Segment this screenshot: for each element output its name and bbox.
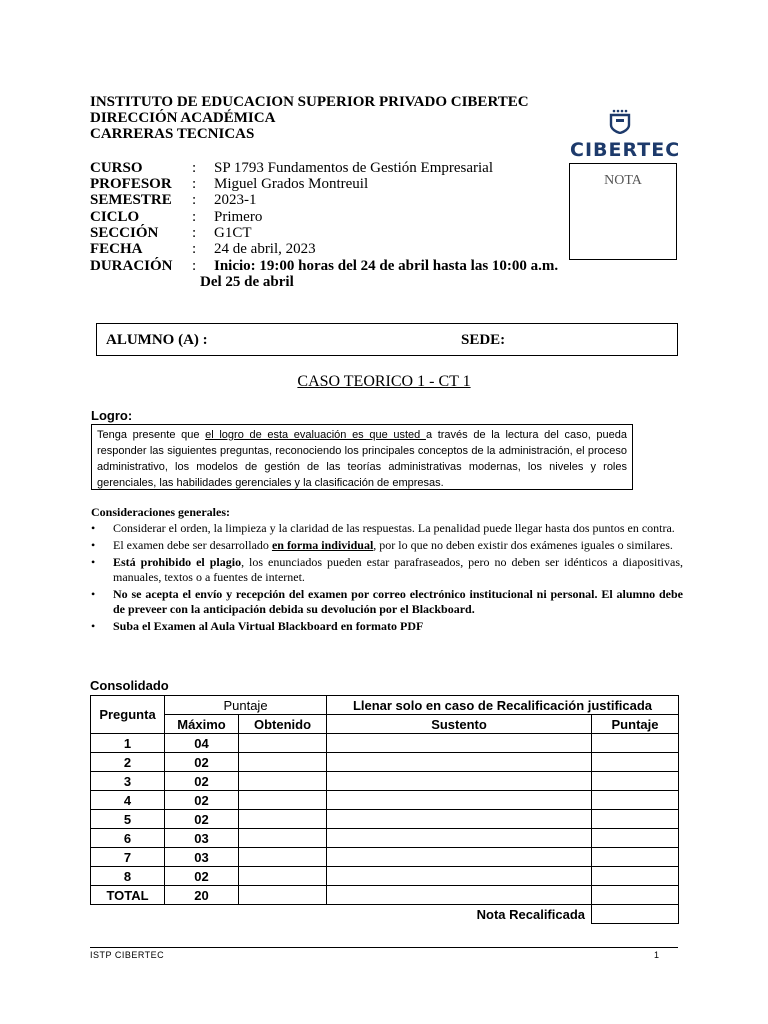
table-row: 7 03 bbox=[91, 848, 679, 867]
sustento-cell[interactable] bbox=[327, 810, 592, 829]
table-row: 6 03 bbox=[91, 829, 679, 848]
sustento-cell[interactable] bbox=[327, 734, 592, 753]
list-item: • Considerar el orden, la limpieza y la claridad de las respuestas. La penalidad puede llegar hasta dos puntos en contra. bbox=[91, 521, 675, 535]
info-row-seccion bbox=[90, 225, 560, 241]
table-row: 2 02 bbox=[91, 753, 679, 772]
considerations-list bbox=[91, 521, 683, 636]
fecha-value: 24 de abril, 2023 bbox=[214, 241, 316, 257]
institution-name: INSTITUTO DE EDUCACION SUPERIOR PRIVADO CIBERTEC bbox=[90, 94, 529, 110]
sustento-cell[interactable] bbox=[327, 867, 592, 886]
header-puntaje-recal: Puntaje bbox=[592, 715, 679, 734]
obtenido-cell[interactable] bbox=[239, 810, 327, 829]
puntaje-cell[interactable] bbox=[592, 772, 679, 791]
logro-text-underlined: el logro de esta evaluación es que usted bbox=[205, 429, 426, 441]
puntaje-cell[interactable] bbox=[592, 734, 679, 753]
total-label: TOTAL bbox=[91, 886, 165, 905]
puntaje-cell[interactable] bbox=[592, 791, 679, 810]
grades-table bbox=[90, 695, 679, 924]
logro-box bbox=[91, 424, 633, 490]
total-value: 20 bbox=[165, 886, 239, 905]
puntaje-cell[interactable] bbox=[592, 848, 679, 867]
profesor-value: Miguel Grados Montreuil bbox=[214, 176, 369, 192]
fecha-label: FECHA bbox=[90, 241, 143, 257]
header-pregunta: Pregunta bbox=[91, 696, 165, 734]
sustento-cell[interactable] bbox=[327, 772, 592, 791]
sustento-cell[interactable] bbox=[327, 791, 592, 810]
obtenido-cell[interactable] bbox=[239, 867, 327, 886]
sustento-cell[interactable] bbox=[327, 753, 592, 772]
colon: : bbox=[192, 225, 197, 241]
exam-title: CASO TEORICO 1 - CT 1 bbox=[297, 373, 471, 390]
footer-institution: ISTP CIBERTEC bbox=[90, 950, 165, 960]
shield-icon bbox=[605, 108, 635, 134]
nota-box bbox=[569, 163, 677, 260]
sustento-cell[interactable] bbox=[327, 829, 592, 848]
list-item: • Suba el Examen al Aula Virtual Blackboard en formato PDF bbox=[91, 619, 424, 633]
cibertec-logo bbox=[570, 108, 681, 161]
duracion-value-line1: Inicio: 19:00 horas del 24 de abril hasta las 10:00 a.m. bbox=[214, 258, 559, 274]
sustento-cell[interactable] bbox=[327, 848, 592, 867]
nota-recalificada-row bbox=[91, 905, 679, 924]
colon: : bbox=[192, 241, 197, 257]
nota-recalificada-label: Nota Recalificada bbox=[476, 906, 585, 922]
colon: : bbox=[192, 209, 197, 225]
info-row-ciclo bbox=[90, 209, 560, 225]
info-row-semestre bbox=[90, 192, 560, 208]
page-number: 1 bbox=[654, 950, 660, 960]
ciclo-label: CICLO bbox=[90, 209, 140, 225]
obtenido-cell[interactable] bbox=[239, 791, 327, 810]
table-row: 3 02 bbox=[91, 772, 679, 791]
considerations-heading: Consideraciones generales: bbox=[91, 505, 230, 519]
puntaje-cell[interactable] bbox=[592, 829, 679, 848]
puntaje-cell[interactable] bbox=[592, 753, 679, 772]
ciclo-value: Primero bbox=[214, 209, 263, 225]
table-row: 5 02 bbox=[91, 810, 679, 829]
table-row: 4 02 bbox=[91, 791, 679, 810]
obtenido-cell[interactable] bbox=[239, 734, 327, 753]
semestre-label: SEMESTRE bbox=[90, 192, 172, 208]
duracion-label: DURACIÓN bbox=[90, 258, 173, 274]
student-box bbox=[96, 323, 678, 356]
puntaje-cell[interactable] bbox=[592, 867, 679, 886]
header-recalificacion: Llenar solo en caso de Recalificación justificada bbox=[327, 696, 679, 715]
duracion-value-line2: Del 25 de abril bbox=[200, 274, 294, 290]
colon: : bbox=[192, 258, 197, 274]
info-row-duracion bbox=[90, 258, 560, 274]
department-name: DIRECCIÓN ACADÉMICA bbox=[90, 110, 276, 126]
seccion-value: G1CT bbox=[214, 225, 252, 241]
logro-text-before: Tenga presente que bbox=[97, 429, 206, 441]
consolidado-heading: Consolidado bbox=[90, 678, 169, 693]
table-row: 1 04 bbox=[91, 734, 679, 753]
puntaje-cell[interactable] bbox=[592, 886, 679, 905]
colon: : bbox=[192, 176, 197, 192]
obtenido-cell[interactable] bbox=[239, 848, 327, 867]
list-item: • El examen debe ser desarrollado en forma individual, por lo que no deben existir dos exámenes iguales o similares. bbox=[91, 538, 673, 552]
sustento-cell[interactable] bbox=[327, 886, 592, 905]
sede-label: SEDE: bbox=[461, 332, 506, 348]
logro-heading: Logro: bbox=[91, 408, 133, 423]
header-sustento: Sustento bbox=[327, 715, 592, 734]
list-item: • No se acepta el envío y recepción del examen por correo electrónico institucional ni personal. El alumno debe de preveer con la anticipación debida su devolución por el Blackboard. bbox=[91, 587, 683, 616]
info-row-curso bbox=[90, 160, 560, 176]
total-row bbox=[91, 886, 679, 905]
alumno-label: ALUMNO (A) : bbox=[106, 332, 208, 348]
header-maximo: Máximo bbox=[165, 715, 239, 734]
curso-value: SP 1793 Fundamentos de Gestión Empresarial bbox=[214, 160, 493, 176]
info-row-profesor bbox=[90, 176, 560, 192]
list-item: • Está prohibido el plagio, los enunciados pueden estar parafraseados, pero no deben ser idénticos a diapositivas, manuales, textos o a fuentes de internet. bbox=[91, 555, 683, 584]
program-name: CARRERAS TECNICAS bbox=[90, 126, 255, 142]
obtenido-cell[interactable] bbox=[239, 772, 327, 791]
obtenido-cell[interactable] bbox=[239, 829, 327, 848]
curso-label: CURSO bbox=[90, 160, 143, 176]
logo-text: CIBERTEC bbox=[570, 139, 681, 161]
header-puntaje: Puntaje bbox=[165, 696, 327, 715]
obtenido-total-cell[interactable] bbox=[239, 886, 327, 905]
puntaje-cell[interactable] bbox=[592, 810, 679, 829]
obtenido-cell[interactable] bbox=[239, 753, 327, 772]
table-row: 8 02 bbox=[91, 867, 679, 886]
profesor-label: PROFESOR bbox=[90, 176, 172, 192]
colon: : bbox=[192, 192, 197, 208]
info-row-fecha bbox=[90, 241, 560, 257]
logro-text-after: a través de la lectura del caso, pueda responder las siguientes preguntas, reconociendo los principales conceptos de la administración, el proceso administrativo, los modelos de gestión de las teorías administrativas modernas, los niveles y roles gerenciales, las habilidades gerenciales y la clasificación de empresas. bbox=[97, 429, 627, 489]
nota-label: NOTA bbox=[604, 173, 642, 188]
semestre-value: 2023-1 bbox=[214, 192, 257, 208]
seccion-label: SECCIÓN bbox=[90, 225, 159, 241]
nota-recalificada-cell[interactable] bbox=[592, 905, 679, 924]
colon: : bbox=[192, 160, 197, 176]
footer-divider bbox=[90, 947, 678, 948]
header-obtenido: Obtenido bbox=[239, 715, 327, 734]
